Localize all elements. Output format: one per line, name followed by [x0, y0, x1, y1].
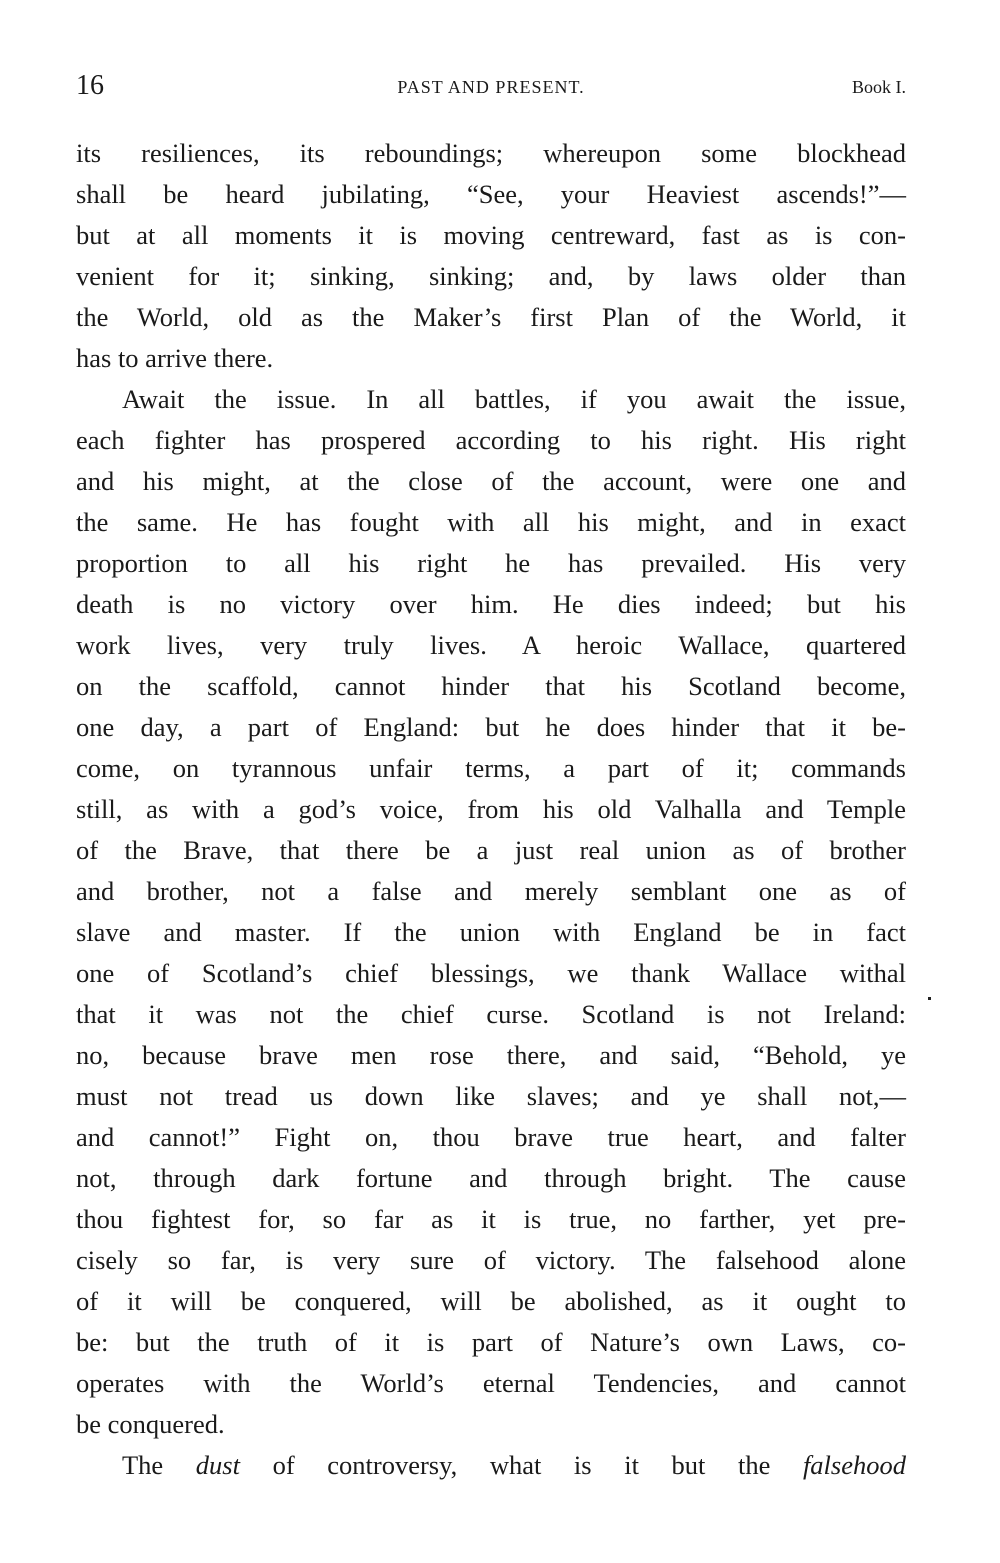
- text-line: the World, old as the Maker’s first Plan of the World, it: [76, 302, 906, 332]
- text-line: each fighter has prospered according to his right. His right: [76, 425, 906, 455]
- text-line: still, as with a god’s voice, from his old Valhalla and Temple: [76, 794, 906, 824]
- text-line: of it will be conquered, will be abolished, as it ought to: [76, 1286, 906, 1316]
- book-label: Book I.: [852, 77, 906, 97]
- text-line: on the scaffold, cannot hinder that his Scotland become,: [76, 671, 906, 701]
- text-line: and brother, not a false and merely semblant one as of: [76, 876, 906, 906]
- text-line: but at all moments it is moving centreward, fast as is con-: [76, 220, 906, 250]
- text-line: of the Brave, that there be a just real union as of brother: [76, 835, 906, 865]
- text-line: be: but the truth of it is part of Nature’s own Laws, co-: [76, 1327, 906, 1357]
- text-line: the same. He has fought with all his might, and in exact: [76, 507, 906, 537]
- text-line: proportion to all his right he has prevailed. His very: [76, 548, 906, 578]
- text-line: venient for it; sinking, sinking; and, by laws older than: [76, 261, 906, 291]
- running-title: PAST AND PRESENT.: [397, 77, 585, 97]
- text-line: not, through dark fortune and through bright. The cause: [76, 1163, 906, 1193]
- text-line: Await the issue. In all battles, if you await the issue,: [122, 384, 906, 414]
- text-line: work lives, very truly lives. A heroic Wallace, quartered: [76, 630, 906, 660]
- text-line: thou fightest for, so far as it is true, no farther, yet pre-: [76, 1204, 906, 1234]
- text-line: must not tread us down like slaves; and ye shall not,—: [76, 1081, 906, 1111]
- text-line-final: [76, 1445, 906, 1486]
- body-text: [76, 133, 906, 1486]
- text-line: one of Scotland’s chief blessings, we thank Wallace withal: [76, 958, 906, 988]
- text-line: come, on tyrannous unfair terms, a part of it; commands: [76, 753, 906, 783]
- print-speck: [928, 997, 931, 1000]
- text-line: shall be heard jubilating, “See, your Heaviest ascends!”—: [76, 179, 906, 209]
- italic-word-falsehood: falsehood: [802, 1450, 906, 1480]
- text-line: has to arrive there.: [76, 343, 274, 373]
- text-line: and cannot!” Fight on, thou brave true heart, and falter: [76, 1122, 906, 1152]
- text-line: be conquered.: [76, 1409, 225, 1439]
- page-number: 16: [76, 70, 104, 101]
- text-line: its resiliences, its reboundings; whereupon some blockhead: [76, 138, 906, 168]
- italic-word-dust: dust: [195, 1450, 240, 1480]
- text-line: death is no victory over him. He dies indeed; but his: [76, 589, 906, 619]
- text-line: that it was not the chief curse. Scotland is not Ireland:: [76, 999, 906, 1029]
- text-line: slave and master. If the union with England be in fact: [76, 917, 906, 947]
- text-line: cisely so far, is very sure of victory. The falsehood alone: [76, 1245, 906, 1275]
- final-text-mid: of controversy, what is it but the: [239, 1450, 803, 1480]
- page-header: [76, 70, 906, 110]
- text-line: no, because brave men rose there, and said, “Behold, ye: [76, 1040, 906, 1070]
- text-line: and his might, at the close of the account, were one and: [76, 466, 906, 496]
- text-line: operates with the World’s eternal Tendencies, and cannot: [76, 1368, 906, 1398]
- text-line: one day, a part of England: but he does hinder that it be-: [76, 712, 906, 742]
- final-text-pre: The: [122, 1450, 196, 1480]
